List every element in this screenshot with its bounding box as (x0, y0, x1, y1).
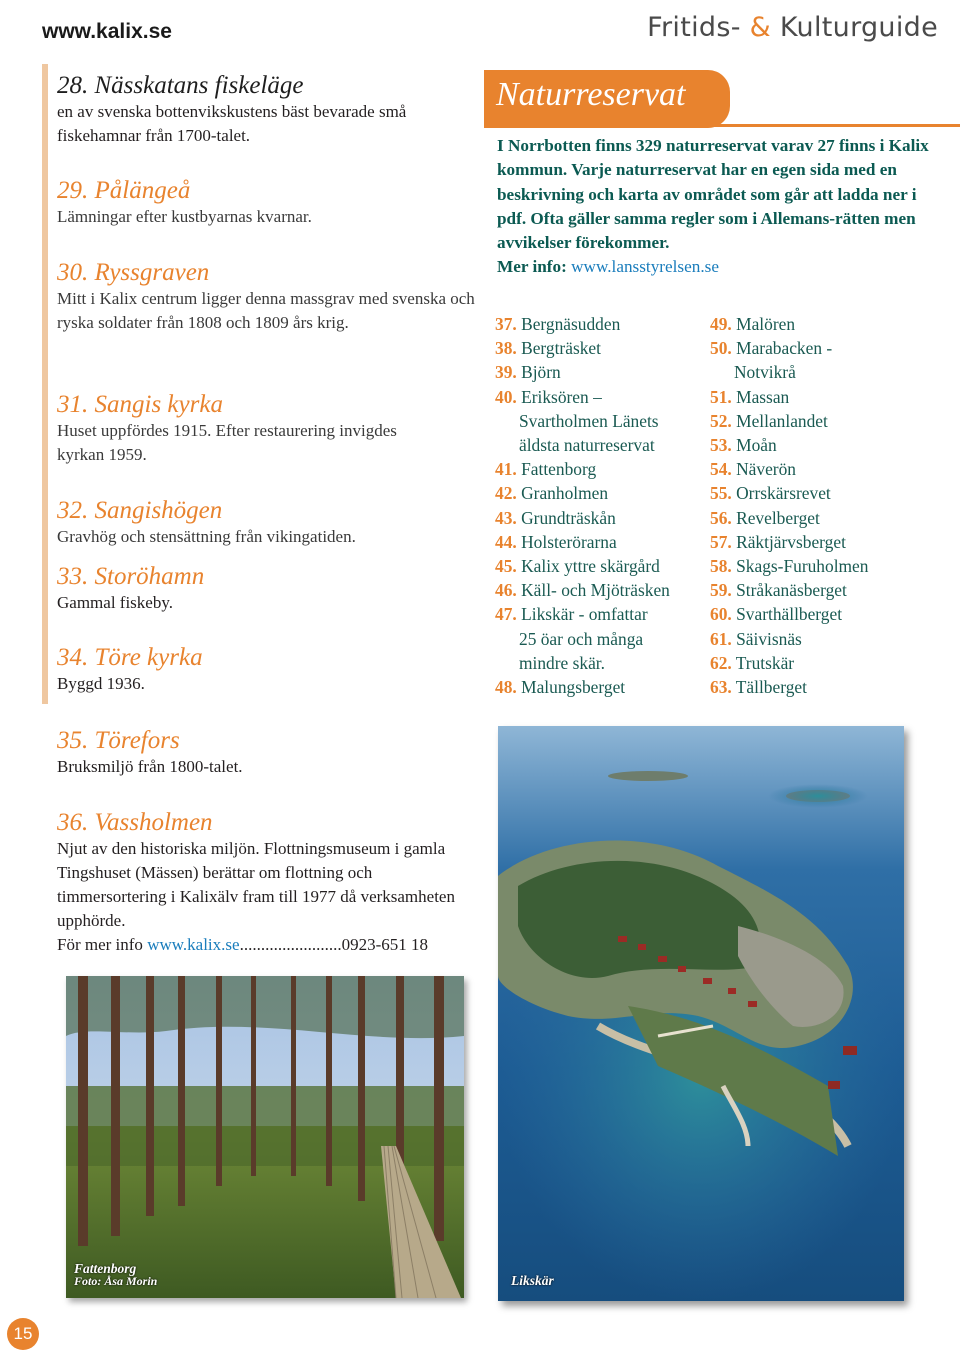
reserve-item (495, 578, 670, 602)
reserve-name: Malungsberget (521, 677, 626, 698)
entry-number: 31. (57, 391, 89, 418)
reserve-item (710, 409, 868, 433)
entry-body: en av svenska bottenvikskustens bäst bevarade små fiskehamnar från 1700-talet. (57, 102, 407, 145)
reserve-name: Massan (736, 386, 790, 407)
reserve-item (710, 651, 868, 675)
site-url[interactable]: www.kalix.se (42, 20, 172, 43)
reserve-number: 46. (495, 580, 517, 601)
reserve-number: 37. (495, 314, 517, 334)
reserve-list-right (710, 312, 868, 699)
reserve-number: 53. (710, 435, 732, 456)
island-image (498, 726, 904, 1301)
reserve-name: Malören (736, 314, 796, 334)
reserve-number: 55. (710, 483, 732, 504)
reserve-number: 51. (710, 386, 732, 407)
section-divider (484, 124, 960, 127)
reserve-name: Stråkanäsberget (736, 580, 847, 601)
reserve-number: 60. (710, 604, 732, 625)
reserve-item (495, 602, 670, 626)
reserve-name: Marabacken - (736, 338, 833, 359)
entry-number: 32. (57, 497, 89, 524)
reserve-name: Skags-Furuholmen (736, 556, 869, 577)
reserve-number: 42. (495, 483, 517, 504)
reserve-name: Grundträskån (521, 507, 616, 528)
reserve-item (710, 627, 868, 651)
reserve-number: 54. (710, 459, 732, 480)
entry-title: Storöhamn (94, 563, 205, 590)
reserve-number: 62. (710, 652, 732, 673)
reserve-name-continued: äldsta naturreservat (519, 435, 655, 456)
reserve-number: 59. (710, 580, 732, 601)
reserve-item (710, 578, 868, 602)
naturreservat-intro: I Norrbotten finns 329 naturreservat varav 27 finns i Kalix kommun. Varje naturreservat har en egen sida med en beskrivning och karta av området som går att ladda ner i pdf. Ofta gäller samma regler som i Allemans-rätten men avvikelser förekommer. Mer info: www.lansstyrelsen.se (497, 136, 929, 277)
reserve-name: Tällberget (735, 677, 807, 698)
entry-title: Nässkatans fiskeläge (94, 72, 304, 99)
entry-body: Gravhög och stensättning från vikingatiden. (57, 527, 356, 546)
reserve-name: Näverön (736, 459, 796, 480)
reserve-number: 63. (710, 677, 732, 698)
entry-number: 33. (57, 563, 89, 590)
entry-title: Vassholmen (94, 809, 213, 836)
reserve-name: Svarthällberget (736, 604, 843, 625)
more-info-line: För mer info www.kalix.se........................0923-651 18 (57, 935, 428, 954)
entry-title: Sangishögen (94, 497, 223, 524)
entry-number: 28. (57, 72, 89, 99)
reserve-number: 39. (495, 362, 517, 383)
entry-32 (57, 497, 477, 549)
reserve-item (710, 385, 868, 409)
entry-body: Byggd 1936. (57, 674, 145, 693)
reserve-number: 52. (710, 410, 732, 431)
reserve-name-continued: 25 öar och många (519, 628, 644, 649)
reserve-name: Bergnäsudden (521, 314, 621, 334)
entry-35 (57, 727, 477, 779)
reserve-number: 49. (710, 314, 732, 334)
reserve-item (710, 530, 868, 554)
reserve-name: Kalix yttre skärgård (521, 556, 660, 577)
entry-title: Pålängeå (94, 177, 191, 204)
reserve-name: Mellanlandet (736, 410, 828, 431)
photo-credit: Foto: Åsa Morin (74, 1274, 158, 1288)
reserve-number: 45. (495, 556, 517, 577)
reserve-item (710, 433, 868, 457)
entry-number: 29. (57, 177, 89, 204)
reserve-name: Trutskär (735, 652, 795, 673)
reserve-number: 47. (495, 604, 517, 625)
reserve-number: 58. (710, 556, 732, 577)
reserve-item (495, 481, 670, 505)
reserve-number: 48. (495, 677, 517, 698)
reserve-name: Holsterörarna (521, 531, 617, 552)
entry-body: Mitt i Kalix centrum ligger denna massgrav med svenska och ryska soldater från 1808 och 1809 års krig. (57, 289, 475, 332)
reserve-name: Granholmen (521, 483, 609, 504)
entry-number: 36. (57, 809, 89, 836)
likskar-caption: Likskär (511, 1273, 554, 1288)
entry-28 (57, 72, 477, 148)
reserve-name: Eriksören – (521, 386, 602, 407)
entry-title: Törefors (94, 727, 180, 754)
entry-title: Sangis kyrka (94, 391, 223, 418)
reserve-name-continued: Svartholmen Länets (519, 410, 659, 431)
reserve-number: 41. (495, 459, 517, 480)
accent-bar (42, 64, 48, 704)
reserve-name: Räktjärvsberget (736, 531, 846, 552)
reserve-number: 61. (710, 628, 732, 649)
entry-30 (57, 259, 477, 335)
reserve-item (710, 312, 868, 336)
likskar-photo (498, 726, 904, 1301)
entry-33 (57, 563, 477, 615)
entry-number: 30. (57, 259, 89, 286)
reserve-item (495, 457, 670, 481)
reserve-item (710, 602, 868, 626)
reserve-name: Orrskärsrevet (736, 483, 831, 504)
reserve-item (495, 360, 670, 384)
entry-34 (57, 644, 477, 696)
kalix-link[interactable]: www.kalix.se (147, 935, 240, 954)
fattenborg-photo (66, 976, 464, 1298)
entry-36 (57, 809, 477, 957)
reserve-name: Revelberget (736, 507, 820, 528)
reserve-name: Käll- och Mjöträsken (521, 580, 670, 601)
reserve-name: Björn (521, 362, 561, 383)
entry-number: 34. (57, 644, 89, 671)
reserve-item (495, 336, 670, 360)
fattenborg-caption: Fattenborg (74, 1261, 137, 1276)
entry-title: Töre kyrka (94, 644, 203, 671)
reserve-name: Moån (736, 435, 777, 456)
entry-29 (57, 177, 477, 229)
entry-title: Ryssgraven (94, 259, 210, 286)
naturreservat-heading: Naturreservat (496, 76, 686, 113)
reserve-name: Säivisnäs (736, 628, 802, 649)
lansstyrelsen-link[interactable]: www.lansstyrelsen.se (571, 257, 719, 277)
guide-title: Fritids- & Kulturguide (647, 12, 938, 43)
entry-body: Lämningar efter kustbyarnas kvarnar. (57, 207, 312, 226)
entry-31 (57, 391, 477, 467)
page-number: 15 (7, 1318, 39, 1350)
reserve-item (495, 506, 670, 530)
reserve-item (495, 554, 670, 578)
reserve-item (710, 457, 868, 481)
reserve-list-left (495, 312, 670, 699)
reserve-item (710, 481, 868, 505)
entry-number: 35. (57, 727, 89, 754)
reserve-name: Bergträsket (521, 338, 601, 359)
entry-body: Gammal fiskeby. (57, 593, 173, 612)
reserve-name: Likskär - omfattar (521, 604, 648, 625)
reserve-number: 43. (495, 507, 517, 528)
reserve-item (710, 506, 868, 530)
entry-body: Njut av den historiska miljön. Flottningsmuseum i gamla Tingshuset (Mässen) berättar om flottning och timmersortering i Kalixälv fram till 1977 då verksamheten upphörde. (57, 839, 455, 930)
reserve-item (495, 675, 670, 699)
reserve-number: 57. (710, 531, 732, 552)
reserve-number: 38. (495, 338, 517, 359)
entry-body: Huset uppfördes 1915. Efter restaurering invigdes kyrkan 1959. (57, 421, 397, 464)
reserve-item (495, 530, 670, 554)
reserve-number: 40. (495, 386, 517, 407)
forest-image (66, 976, 464, 1298)
reserve-number: 44. (495, 531, 517, 552)
reserve-item (495, 312, 670, 336)
reserve-item (710, 554, 868, 578)
reserve-item (710, 336, 868, 360)
reserve-name-continued: mindre skär. (519, 652, 605, 673)
reserve-item (495, 385, 670, 409)
reserve-number: 50. (710, 338, 732, 359)
reserve-name-continued: Notvikrå (734, 362, 796, 383)
reserve-name: Fattenborg (521, 459, 597, 480)
reserve-item (710, 675, 868, 699)
reserve-number: 56. (710, 507, 732, 528)
entry-body: Bruksmiljö från 1800-talet. (57, 757, 243, 776)
